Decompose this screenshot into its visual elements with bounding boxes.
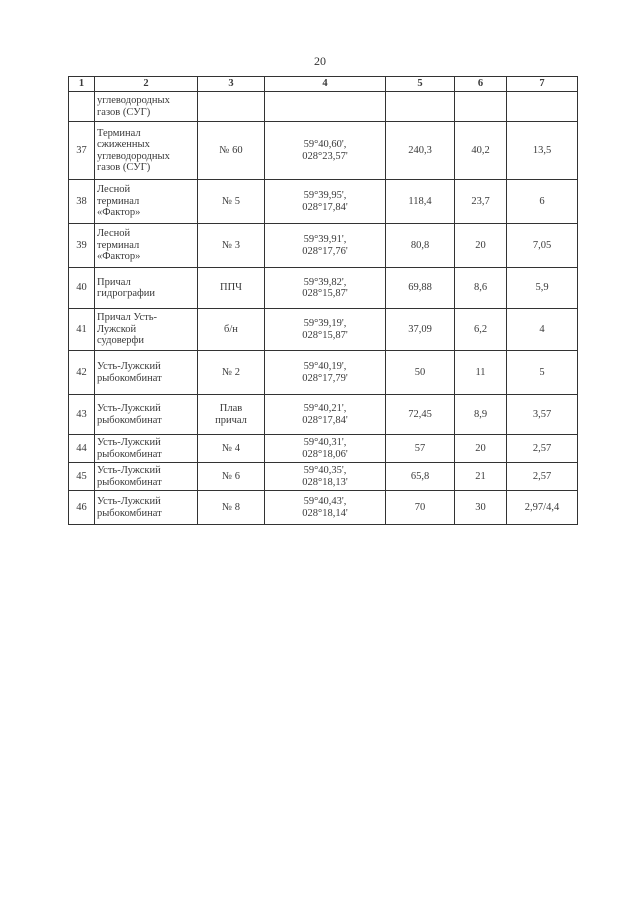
table-row xyxy=(69,224,578,268)
row-number-cell: 39 xyxy=(69,224,95,268)
berth-number-cell xyxy=(198,435,265,463)
depth-cell: 2,57 xyxy=(507,435,578,463)
berth-line: № 8 xyxy=(222,501,240,513)
header-col-3: 3 xyxy=(198,77,265,92)
object-name-line: терминал xyxy=(97,195,140,207)
berth-line: № 4 xyxy=(222,442,240,454)
width-cell: 20 xyxy=(455,224,507,268)
table-row xyxy=(69,122,578,180)
depth-cell: 13,5 xyxy=(507,122,578,180)
row-number-cell: 42 xyxy=(69,351,95,395)
object-name-line: Лесной xyxy=(97,228,131,240)
length-cell: 50 xyxy=(386,351,455,395)
coordinate-line: 028°17,84' xyxy=(302,414,348,426)
depth-cell: 2,97/4,4 xyxy=(507,491,578,525)
depth-cell: 6 xyxy=(507,180,578,224)
port-berths-table xyxy=(68,76,578,525)
object-name-cell xyxy=(95,491,198,525)
coordinate-line: 028°18,06' xyxy=(302,448,348,460)
object-name-line: терминал xyxy=(97,239,140,251)
width-cell xyxy=(455,92,507,122)
object-name-cell xyxy=(95,395,198,435)
table-header-row xyxy=(69,77,578,92)
object-name-line: Терминал xyxy=(97,127,141,139)
object-name-line: судоверфи xyxy=(97,335,144,347)
object-name-cell xyxy=(95,268,198,309)
width-cell: 30 xyxy=(455,491,507,525)
width-cell: 20 xyxy=(455,435,507,463)
berth-number-cell xyxy=(198,351,265,395)
berth-number-cell xyxy=(198,268,265,309)
table-row xyxy=(69,92,578,122)
coordinate-line: 59°40,21', xyxy=(303,403,347,414)
object-name-line: сжиженных xyxy=(97,139,150,150)
coordinate-line: 028°17,84' xyxy=(302,201,348,213)
object-name-cell xyxy=(95,435,198,463)
header-col-2: 2 xyxy=(95,77,198,92)
row-number-cell: 43 xyxy=(69,395,95,435)
berth-number-cell xyxy=(198,180,265,224)
coordinates-cell xyxy=(265,92,386,122)
row-number-cell: 46 xyxy=(69,491,95,525)
length-cell: 118,4 xyxy=(386,180,455,224)
table-row xyxy=(69,491,578,525)
berth-line: причал xyxy=(215,414,247,426)
coordinate-line: 59°40,19', xyxy=(303,361,347,372)
coordinates-cell xyxy=(265,395,386,435)
length-cell: 70 xyxy=(386,491,455,525)
berth-number-cell xyxy=(198,463,265,491)
berth-line: № 3 xyxy=(222,239,240,251)
width-cell: 6,2 xyxy=(455,309,507,351)
coordinates-cell xyxy=(265,435,386,463)
coordinate-line: 59°40,43', xyxy=(303,496,347,507)
object-name-line: рыбокомбинат xyxy=(97,448,162,460)
table-row xyxy=(69,180,578,224)
coordinates-cell xyxy=(265,351,386,395)
berth-number-cell xyxy=(198,92,265,122)
object-name-line: «Фактор» xyxy=(97,207,141,219)
length-cell: 69,88 xyxy=(386,268,455,309)
object-name-line: углеводородных xyxy=(97,150,170,162)
header-col-5: 5 xyxy=(386,77,455,92)
berth-line: № 60 xyxy=(219,144,243,156)
object-name-line: Причал Усть- xyxy=(97,312,158,324)
depth-cell: 5,9 xyxy=(507,268,578,309)
object-name-line: Усть-Лужский xyxy=(97,403,161,414)
header-col-6: 6 xyxy=(455,77,507,92)
object-name-cell xyxy=(95,463,198,491)
object-name-cell xyxy=(95,309,198,351)
coordinates-cell xyxy=(265,491,386,525)
coordinate-line: 028°18,13' xyxy=(302,476,348,488)
depth-cell xyxy=(507,92,578,122)
coordinate-line: 59°39,19', xyxy=(303,318,347,329)
object-name-line: Лесной xyxy=(97,184,131,196)
berth-line: Плав xyxy=(219,403,243,414)
width-cell: 8,6 xyxy=(455,268,507,309)
coordinate-line: 59°40,31', xyxy=(303,437,347,448)
berth-number-cell xyxy=(198,122,265,180)
object-name-line: углеводородных xyxy=(97,95,170,106)
object-name-line: Усть-Лужский xyxy=(97,437,161,448)
table-row xyxy=(69,268,578,309)
object-name-line: гидрографии xyxy=(97,288,156,299)
row-number-cell: 41 xyxy=(69,309,95,351)
width-cell: 23,7 xyxy=(455,180,507,224)
page-number: 20 xyxy=(314,54,326,68)
coordinate-line: 028°23,57' xyxy=(302,150,348,162)
object-name-cell xyxy=(95,92,198,122)
coordinate-line: 028°17,76' xyxy=(302,245,348,257)
header-col-4: 4 xyxy=(265,77,386,92)
coordinate-line: 59°39,95', xyxy=(303,190,347,201)
row-number-cell: 44 xyxy=(69,435,95,463)
depth-cell: 2,57 xyxy=(507,463,578,491)
berth-line: № 2 xyxy=(222,366,240,378)
row-number-cell: 45 xyxy=(69,463,95,491)
object-name-line: газов (СУГ) xyxy=(97,162,151,173)
coordinate-line: 59°39,82', xyxy=(303,276,347,288)
coordinates-cell xyxy=(265,224,386,268)
length-cell: 80,8 xyxy=(386,224,455,268)
coordinate-line: 028°15,87' xyxy=(302,288,348,299)
row-number-cell: 40 xyxy=(69,268,95,309)
berth-number-cell xyxy=(198,309,265,351)
object-name-cell xyxy=(95,180,198,224)
coordinates-cell xyxy=(265,268,386,309)
width-cell: 21 xyxy=(455,463,507,491)
row-number-cell: 37 xyxy=(69,122,95,180)
row-number-cell xyxy=(69,92,95,122)
coordinate-line: 59°39,91', xyxy=(303,234,347,245)
length-cell xyxy=(386,92,455,122)
object-name-line: Усть-Лужский xyxy=(97,496,161,507)
coordinate-line: 028°17,79' xyxy=(302,372,348,384)
object-name-cell xyxy=(95,122,198,180)
length-cell: 57 xyxy=(386,435,455,463)
berth-number-cell xyxy=(198,395,265,435)
depth-cell: 5 xyxy=(507,351,578,395)
berth-line: № 6 xyxy=(222,470,240,482)
object-name-line: Причал xyxy=(97,276,131,288)
object-name-line: «Фактор» xyxy=(97,251,141,263)
object-name-line: Лужской xyxy=(97,323,137,335)
width-cell: 11 xyxy=(455,351,507,395)
berth-line: № 5 xyxy=(222,195,240,207)
header-col-1: 1 xyxy=(69,77,95,92)
length-cell: 72,45 xyxy=(386,395,455,435)
table-row xyxy=(69,351,578,395)
header-col-7: 7 xyxy=(507,77,578,92)
berth-number-cell xyxy=(198,224,265,268)
object-name-line: рыбокомбинат xyxy=(97,507,162,519)
berth-line: б/н xyxy=(224,323,238,335)
width-cell: 40,2 xyxy=(455,122,507,180)
berth-number-cell xyxy=(198,491,265,525)
object-name-line: рыбокомбинат xyxy=(97,476,162,488)
depth-cell: 7,05 xyxy=(507,224,578,268)
object-name-line: газов (СУГ) xyxy=(97,106,151,118)
coordinate-line: 028°15,87' xyxy=(302,329,348,341)
object-name-cell xyxy=(95,224,198,268)
length-cell: 37,09 xyxy=(386,309,455,351)
coordinates-cell xyxy=(265,463,386,491)
length-cell: 240,3 xyxy=(386,122,455,180)
table-row xyxy=(69,309,578,351)
object-name-line: рыбокомбинат xyxy=(97,414,162,426)
length-cell: 65,8 xyxy=(386,463,455,491)
coordinate-line: 59°40,35', xyxy=(303,465,347,476)
row-number-cell: 38 xyxy=(69,180,95,224)
object-name-line: Усть-Лужский xyxy=(97,361,161,372)
depth-cell: 4 xyxy=(507,309,578,351)
berth-line: ППЧ xyxy=(220,282,242,294)
object-name-line: Усть-Лужский xyxy=(97,465,161,476)
coordinate-line: 59°40,60', xyxy=(303,139,347,150)
table-body xyxy=(69,92,578,525)
coordinates-cell xyxy=(265,180,386,224)
table-row xyxy=(69,463,578,491)
object-name-cell xyxy=(95,351,198,395)
depth-cell: 3,57 xyxy=(507,395,578,435)
coordinates-cell xyxy=(265,309,386,351)
coordinate-line: 028°18,14' xyxy=(302,507,348,519)
table-row xyxy=(69,395,578,435)
object-name-line: рыбокомбинат xyxy=(97,372,162,384)
width-cell: 8,9 xyxy=(455,395,507,435)
coordinates-cell xyxy=(265,122,386,180)
table-row xyxy=(69,435,578,463)
